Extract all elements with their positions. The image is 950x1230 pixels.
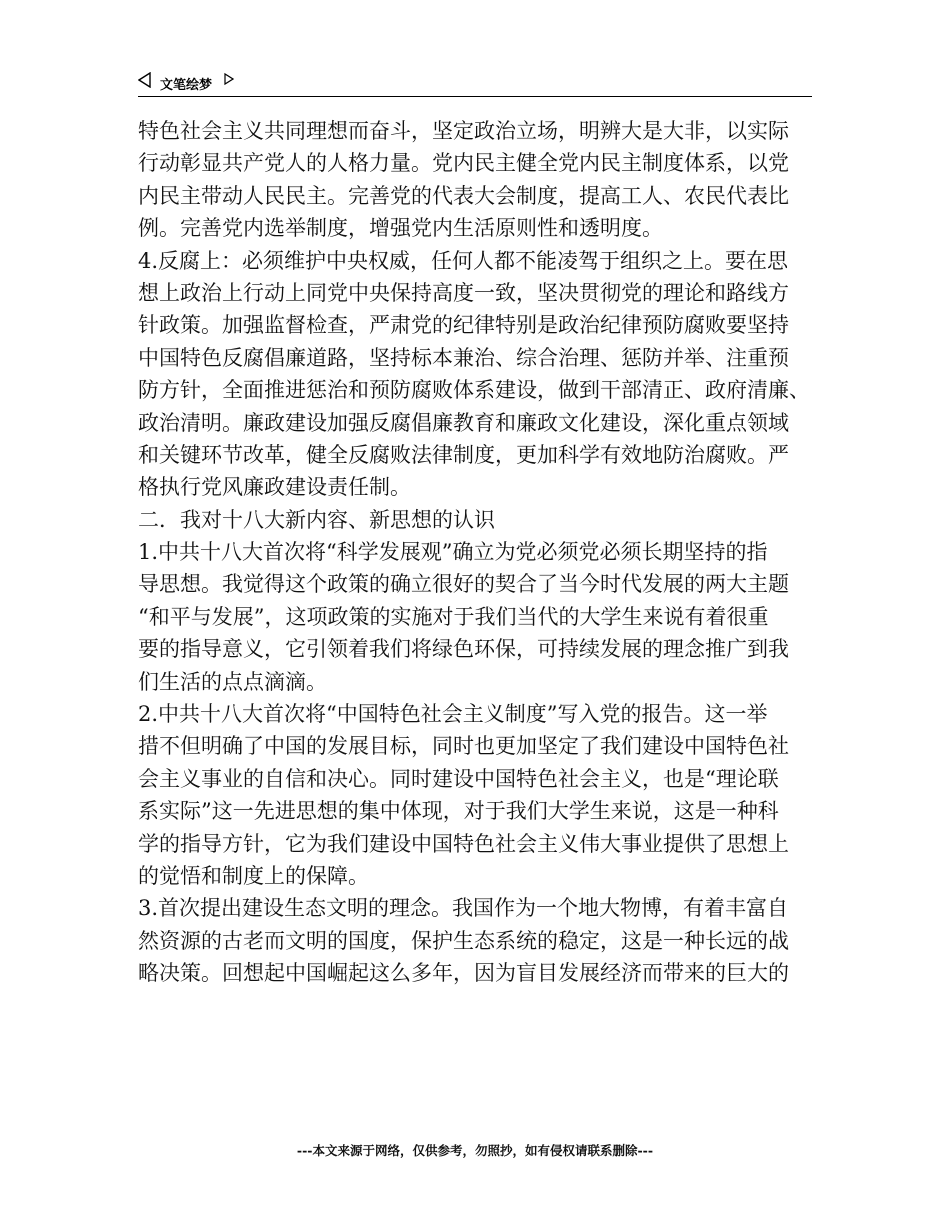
- document-body: [138, 115, 828, 990]
- text-line: 和关键环节改革，健全反腐败法律制度，更加科学有效地防治腐败。严: [138, 442, 789, 467]
- text-line: 格执行党风廉政建设责任制。: [138, 475, 411, 500]
- text-line: 行动彰显共产党人的人格力量。党内民主健全党内民主制度体系，以党: [138, 151, 789, 176]
- text-line: 们生活的点点滴滴。: [138, 669, 327, 694]
- text-line: 2.中共十八大首次将“中国特色社会主义制度”写入党的报告。这一举: [138, 702, 768, 727]
- text-line: “和平与发展”，这项政策的实施对于我们当代的大学生来说有着很重: [138, 604, 769, 629]
- left-triangle-icon: [138, 72, 152, 92]
- page-header: [138, 70, 812, 97]
- text-line: 然资源的古老而文明的国度，保护生态系统的稳定，这是一种长远的战: [138, 928, 789, 953]
- text-line: 措不但明确了中国的发展目标，同时也更加坚定了我们建设中国特色社: [138, 734, 789, 759]
- text-line: 学的指导方针，它为我们建设中国特色社会主义伟大事业提供了思想上: [138, 831, 789, 856]
- right-triangle-icon: [224, 72, 234, 90]
- text-line: 要的指导意义，它引领着我们将绿色环保，可持续发展的理念推广到我: [138, 637, 789, 662]
- text-line: 想上政治上行动上同党中央保持高度一致，坚决贯彻党的理论和路线方: [138, 280, 789, 305]
- text-line: 特色社会主义共同理想而奋斗，坚定政治立场，明辨大是大非，以实际: [138, 119, 789, 143]
- text-line: 中国特色反腐倡廉道路，坚持标本兼治、综合治理、惩防并举、注重预: [138, 345, 789, 370]
- text-line: 3.首次提出建设生态文明的理念。我国作为一个地大物博，有着丰富自: [138, 896, 789, 921]
- text-line: 4.反腐上：必须维护中央权威，任何人都不能凌驾于组织之上。要在思: [138, 248, 789, 273]
- text-line: 的觉悟和制度上的保障。: [138, 863, 369, 888]
- text-line: 略决策。回想起中国崛起这么多年，因为盲目发展经济而带来的巨大的: [138, 961, 789, 986]
- text-line: 针政策。加强监督检查，严肃党的纪律特别是政治纪律预防腐败要坚持: [138, 313, 789, 338]
- text-line: 会主义事业的自信和决心。同时建设中国特色社会主义，也是“理论联: [138, 766, 779, 791]
- text-line: 二．我对十八大新内容、新思想的认识: [138, 507, 495, 532]
- text-line: 内民主带动人民民主。完善党的代表大会制度，提高工人、农民代表比: [138, 183, 789, 208]
- text-line: 系实际”这一先进思想的集中体现，对于我们大学生来说，这是一种科: [138, 799, 779, 824]
- text-line: 导思想。我觉得这个政策的确立很好的契合了当今时代发展的两大主题: [138, 572, 789, 597]
- footer-disclaimer: ---本文来源于网络，仅供参考，勿照抄，如有侵权请联系删除---: [296, 1143, 654, 1158]
- text-line: 政治清明。廉政建设加强反腐倡廉教育和廉政文化建设，深化重点领域: [138, 410, 789, 435]
- text-line: 1.中共十八大首次将“科学发展观”确立为党必须党必须长期坚持的指: [138, 540, 768, 565]
- text-line: 例。完善党内选举制度，增强党内生活原则性和透明度。: [138, 216, 663, 241]
- text-line: 防方针，全面推进惩治和预防腐败体系建设，做到干部清正、政府清廉、: [138, 378, 810, 403]
- brand-title: 文笔绘梦: [160, 78, 213, 93]
